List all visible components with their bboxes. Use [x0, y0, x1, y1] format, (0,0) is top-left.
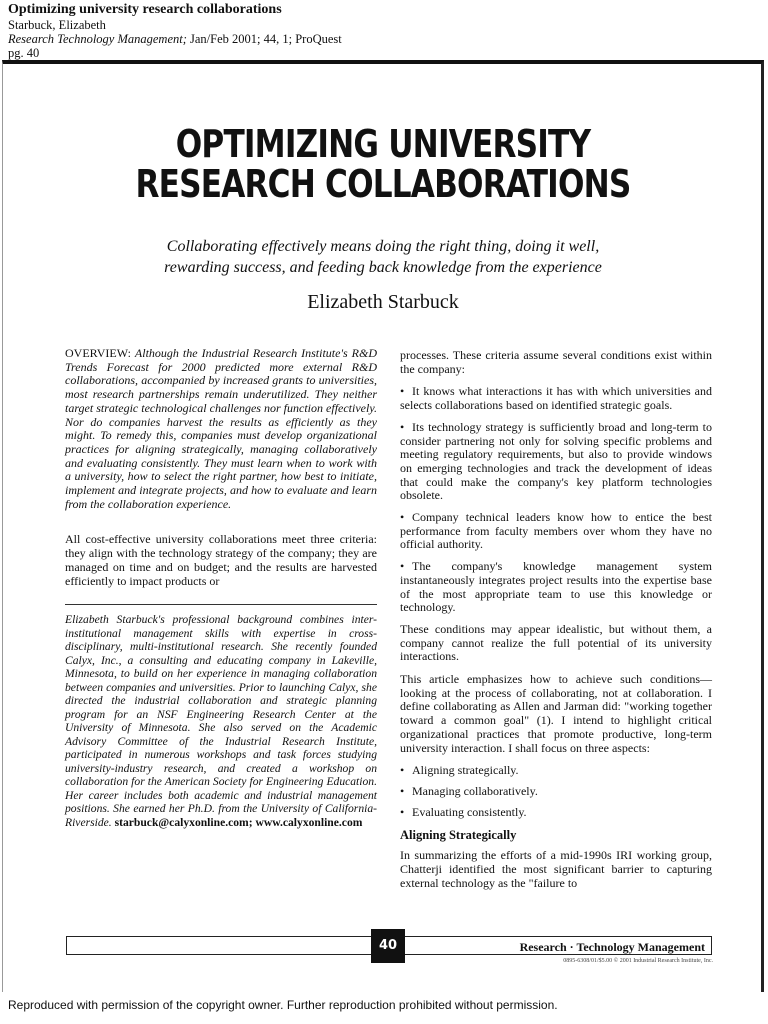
conditions-paragraph: These conditions may appear idealistic, but without them, a company cannot realize the full potential of its university interactions.	[400, 621, 712, 664]
citation-page: pg. 40	[8, 46, 40, 60]
citation-journal: Research Technology Management;	[8, 32, 187, 46]
citation-source	[8, 32, 758, 46]
bullet-icon: •	[400, 559, 405, 574]
article-title	[121, 124, 646, 204]
page-number-badge: 40	[371, 929, 405, 963]
aspect-text: Managing collaboratively.	[412, 783, 538, 798]
subtitle-line-2: rewarding success, and feeding back knowledge from the experience	[164, 259, 602, 276]
citation-issue: Jan/Feb 2001; 44, 1; ProQuest	[186, 32, 342, 46]
condition-text: It knows what interactions it has with which universities and selects collaborations based on identified strategic goals.	[400, 384, 712, 413]
section-heading: Aligning Strategically	[400, 828, 517, 843]
footer-journal-name: Research · Technology Management	[519, 940, 705, 954]
aspect-item	[400, 806, 712, 820]
scanned-page	[2, 60, 764, 992]
bio-divider	[65, 604, 377, 605]
article-title-line-2: RESEARCH COLLABORATIONS	[135, 162, 631, 206]
right-column	[400, 349, 712, 899]
aspect-item	[400, 764, 712, 778]
emphasis-paragraph: This article emphasizes how to achieve such conditions—looking at the process of collaborating, not at collaboration. I define collaborating as Allen and Jarman did: "working together toward a common goal" (1). I intend to highlight critical organizational practices that promote productive, long-term university interaction. I shall focus on three aspects:	[400, 672, 712, 755]
condition-text: The company's knowledge management system instantaneously integrates project results into the expertise base of the most appropriate team to use this knowledge or technology.	[400, 559, 712, 615]
proquest-citation-header	[8, 2, 758, 60]
condition-item	[400, 560, 712, 615]
author-contact: starbuck@calyxonline.com; www.calyxonline.com	[114, 815, 363, 829]
condition-item	[400, 511, 712, 552]
article-author: Elizabeth Starbuck	[307, 291, 459, 313]
citation-author: Starbuck, Elizabeth	[8, 18, 106, 32]
permission-notice: Reproduced with permission of the copyright owner. Further reproduction prohibited without permission.	[8, 998, 558, 1012]
bullet-icon: •	[400, 783, 405, 798]
overview-label: OVERVIEW:	[65, 346, 135, 360]
aspect-item	[400, 785, 712, 799]
footer-copyright-line: 0895-6308/01/$5.00 © 2001 Industrial Research Institute, Inc.	[563, 958, 713, 964]
condition-text: Its technology strategy is sufficiently broad and long-term to consider partnering not only for solving specific problems and meeting regulatory requirements, but also to provide windows on emerging technologies and track the development of ideas that could make the company's key platform technologies obsolete.	[400, 419, 712, 503]
author-bio	[65, 613, 377, 829]
conditions-intro: processes. These criteria assume several conditions exist within the company:	[400, 348, 712, 376]
bullet-icon: •	[400, 804, 405, 819]
bullet-icon: •	[400, 763, 405, 778]
condition-item	[400, 421, 712, 503]
condition-text: Company technical leaders know how to entice the best performance from faculty members over whom they have no official authority.	[400, 510, 712, 552]
bullet-icon: •	[400, 419, 405, 434]
overview-paragraph	[65, 347, 377, 511]
aspect-text: Evaluating consistently.	[412, 804, 527, 819]
left-column	[65, 347, 377, 829]
condition-item	[400, 385, 712, 412]
article-subtitle	[83, 236, 683, 278]
subtitle-line-1: Collaborating effectively means doing the right thing, doing it well,	[166, 238, 600, 255]
article-title-line-1: OPTIMIZING UNIVERSITY	[175, 122, 591, 166]
bullet-icon: •	[400, 510, 405, 525]
section-body: In summarizing the efforts of a mid-1990s IRI working group, Chatterji identified the most significant barrier to capturing external technology as the "failure to	[400, 848, 712, 890]
author-bio-text: Elizabeth Starbuck's professional background combines inter-institutional management skills with expertise in cross-disciplinary, multi-institutional research. She recently founded Calyx, Inc., a consulting and educating company in Lakeville, Minnesota, to build on her experience in managing collaboration between companies and universities. Prior to launching Calyx, she directed the industrial collaboration and strategic planning program for an NSF Engineering Research Center at the University of Minnesota. She also served on the Academic Advisory Committee of the Industrial Research Institute, participated in numerous workshops and task forces studying university-industry research, and created a workshop on collaboration for the American Society for Engineering Education. Her career includes both academic and industrial management positions. She earned her Ph.D. from the University of California-Riverside.	[65, 613, 377, 829]
bullet-icon: •	[400, 384, 405, 399]
aspect-text: Aligning strategically.	[412, 763, 519, 778]
body-paragraph: All cost-effective university collaborations meet three criteria: they align with the technology strategy of the company; they are managed on time and on budget; and the results are harvested efficiently to impact products or	[65, 532, 377, 588]
overview-text: Although the Industrial Research Institute's R&D Trends Forecast for 2000 predicted more external R&D collaborations, accompanied by increased grants to universities, most research partnerships remain underutilized. They neither target strategic technological challenges nor function effectively. Nor do companies harvest the results as efficiently as they might. To remedy this, companies must develop organizational practices for aligning strategically, managing collaboratively and evaluating consistently. They must learn when to work with a university, how to select the right partner, how best to initiate, implement and integrate projects, and how to evaluate and learn from the collaboration experience.	[65, 346, 378, 511]
citation-title: Optimizing university research collaborations	[8, 2, 282, 17]
